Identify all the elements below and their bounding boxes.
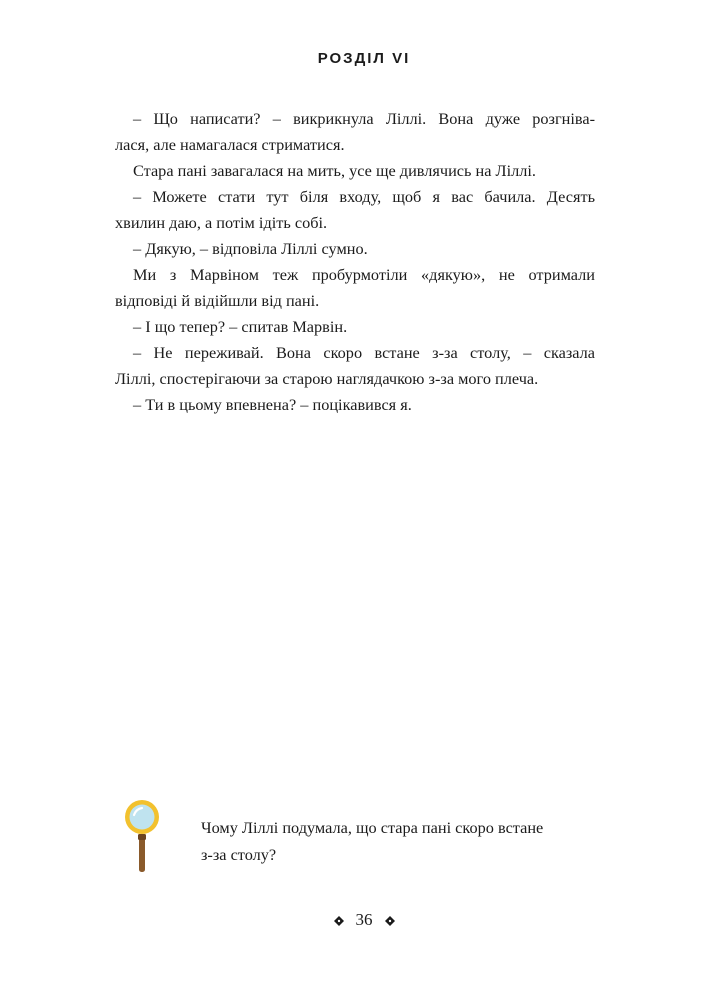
question-line: Чому Ліллі подумала, що стара пані скоро встане <box>201 818 544 837</box>
text-line: відповіді й відійшли від пані. <box>115 291 320 310</box>
diamond-ornament-icon <box>385 916 395 926</box>
text-line: – Що написати? – викрикнула Ліллі. Вона дуже розгніва- <box>133 109 595 128</box>
page-footer <box>0 910 728 930</box>
text-line: – Можете стати тут біля входу, щоб я вас бачила. Десять <box>133 187 595 206</box>
magnifier-handle <box>139 836 145 872</box>
text-line: Ліллі, спостерігаючи за старою наглядачкою з-за мого плеча. <box>115 369 539 388</box>
text-line: – І що тепер? – спитав Марвін. <box>133 317 348 336</box>
page-number: 36 <box>355 910 373 929</box>
magnifier-collar <box>138 834 146 840</box>
chapter-heading: РОЗДІЛ VI <box>317 50 411 67</box>
text-line: – Не переживай. Вона скоро встане з-за столу, – сказала <box>133 343 595 362</box>
text-line: Ми з Марвіном теж пробурмотіли «дякую», не отримали <box>133 265 595 284</box>
chapter-text <box>115 106 595 418</box>
text-line: лася, але намагалася стриматися. <box>115 135 345 154</box>
magnifying-glass-icon <box>119 798 165 876</box>
text-line: Стара пані завагалася на мить, усе ще дивлячись на Ліллі. <box>133 161 536 180</box>
question-line: з-за столу? <box>201 845 277 864</box>
question-block <box>201 814 596 868</box>
text-line: – Ти в цьому впевнена? – поцікавився я. <box>133 395 412 414</box>
text-line: – Дякую, – відповіла Ліллі сумно. <box>133 239 368 258</box>
text-line: хвилин даю, а потім ідіть собі. <box>115 213 328 232</box>
diamond-ornament-icon <box>334 916 344 926</box>
